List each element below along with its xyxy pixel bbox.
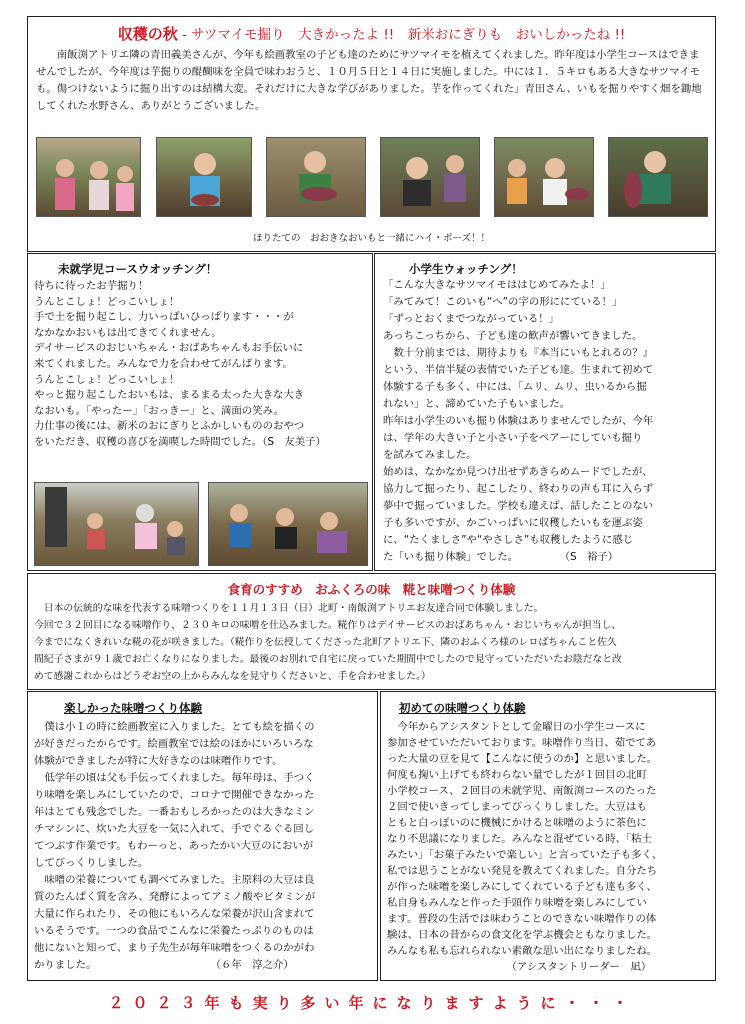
elementary-line: を試みてみました。 [383,449,477,461]
preschool-photo-1 [34,482,199,566]
fun-miso-heading: 楽しかった味噌つくり体験 [64,701,202,715]
fun-line: チマシンに、炊いた大豆を一気に入れて、手でぐるぐる回し [34,823,315,835]
footer-message: ２０２３年も実り多い年になりますように・・・ [108,994,637,1012]
first-miso-section [380,691,716,981]
elementary-body [383,277,711,566]
elementary-line: 「こんな大きなサツマイモははじめてみたよ！」 [383,279,611,291]
harvest-section [27,16,716,252]
elementary-heading: 小学生ウォッチング！ [409,262,523,276]
fun-miso-section [27,691,378,981]
preschool-line: 力仕事の後には、新米のおにぎりとふかしいもののおやつ [34,420,305,433]
first-miso-body [387,719,713,975]
first-line: 何度も掬い上げても終わらない量でしたが１回目の北町 [387,769,647,781]
first-line: 験は、日本の昔からの食文化を学ぶ機会ともなりました。 [387,929,658,941]
preschool-line: うんとこしょ！どっこいしょ！ [34,295,180,308]
fun-line: してびっくりしました。 [34,857,149,869]
harvest-photo-6 [608,137,708,217]
first-line: みたい」「お菓子みたいで楽しい」と言っていた子も多く、 [387,849,663,861]
harvest-photo-1 [36,137,141,217]
first-line: 今年からアシスタントとして金曜日の小学生コースに [387,721,646,733]
preschool-line: うんとこしょ！どっこいしょ！ [34,373,180,386]
food-line: 日本の伝統的な味を代表する味噌つくりを１１月１３日（日）北町・南飯渕アトリエお友達合同で体験しました。 [34,603,544,614]
first-line: 参加させていただいております。味噌作り当日、茹でてあ [387,737,657,749]
first-line: みんなも私も忘れられない素敵な思い出になりましたね。 [387,945,658,957]
harvest-photo-2 [156,137,252,217]
elementary-line: は、学年の大きい子と小さい子をペアーにしていも掘り [383,432,643,444]
elementary-line: れない」と、諦めていた子もいました。 [383,398,571,410]
fun-line: 低学年の頃は父も手伝ってくれました。毎年母は、手つく [34,772,315,784]
preschool-heading: 未就学児コースウオッチング！ [58,262,218,276]
preschool-line: 来てくれました。みんなで力を合わせてがんばります。 [34,357,293,370]
fun-line: かりました。 （６年 淳之介） [34,959,294,971]
first-line: 小学校コース、２回目の未就学児、南飯渕コースのたった [387,785,657,797]
elementary-line: 昨年は小学生のいも掘り体験はありませんでしたが、今年 [383,415,654,427]
harvest-title-sub: - サツマイモ掘り 大きかったよ !! 新米おにぎりも おいしかったね !! [182,27,626,43]
harvest-photo-3 [266,137,366,217]
fun-line: 年はとても残念でした。一番おもしろかったのは大きなミン [34,806,315,818]
first-line: ます。普段の生活では味わうことのできない味噌作りの体 [387,913,657,925]
food-line: 今回で３２回目になる味噌作り、２３０キロの味噌を仕込みました。糀作りはデイサービスのおばあちゃん・おじいちゃんが担当し、 [34,620,622,631]
first-line: ともと白っぽいのに機械にかけると味噌のように茶色に [387,817,647,829]
fun-line: 僕は小１の時に絵画教室に入りました。とても絵を描くの [34,721,315,733]
preschool-line: なおいも。「やったー」「おっきー」と、満面の笑み。 [34,404,284,417]
preschool-line: デイサービスのおじいちゃん・おばあちゃんもお手伝いに [34,342,304,355]
first-line: なり不思議になりました。みんなと混ぜている時、「粘土 [387,833,652,845]
harvest-photo-5 [494,137,594,217]
fun-miso-body [34,719,373,974]
preschool-body [34,279,368,451]
preschool-line: なかなかおいもは出てきてくれません。 [34,326,222,339]
food-heading: 食育のすすめ おふくろの味 糀と味噌つくり体験 [227,582,516,597]
elementary-line: という、半信半疑の表情でいた子ども達。生まれて初めて [383,364,654,376]
fun-line: り味噌を楽しみにしていたので、コロナで開催できなかった [34,789,315,801]
first-line: 私自身もみんなと作った手頭作り味噌を楽しみにしてい [387,897,647,909]
preschool-photo-2 [208,482,368,566]
first-line: 私では思うことがない発見を教えてくれました。自分たち [387,865,658,877]
food-line: 今までになくきれいな糀の花が咲きました。（糀作りを伝授してくださった北町アトリエ下、隣のおふくろ様のレロばちゃんこと佐久 [34,637,617,648]
elementary-line: 子も多いですが、かごいっぱいに収穫したいもを運ぶ姿 [383,517,643,529]
preschool-line: 待ちに待ったお芋掘り！ [34,280,149,292]
food-section [27,573,716,690]
first-miso-heading: 初めての味噌つくり体験 [399,701,526,715]
first-line: が作った味噌を楽しみにしてくれている子ども達も多く、 [387,881,657,893]
first-line: （アシスタントリーダー 凪） [387,961,652,973]
elementary-line: 「ずっとおくまでつながっている！」 [383,313,560,325]
food-body [34,600,711,685]
elementary-line: 数十分前までは、期待よりも『本当にいもとれるの？』 [383,347,654,359]
harvest-photo-4 [380,137,480,217]
harvest-title-main: 収穫の秋 [117,25,178,43]
food-line: めて感謝これからはどうぞお空の上からみんなを見守りくださいと、手を合わせました。） [34,671,431,682]
first-line: った大量の豆を見て【こんなに使うのか】と思いました。 [387,753,658,765]
preschool-line: 手で土を掘り起こし、力いっぱいひっぱります・・・が [34,311,294,324]
elementary-line: 夢中で掘っていました。学校も違えば、話したことのない [383,500,654,512]
fun-line: 味噌の栄養についても調べてみました。主原料の大豆は良 [34,874,315,886]
elementary-line: に、“たくましさ”や“やさしさ”も収穫したように感じ [383,534,634,546]
elementary-line: あっちこっちから、子ども達の歓声が響いてきました。 [383,330,643,342]
elementary-line: 始めは、なかなか見つけ出せずあきらめムードでしたが、 [383,466,653,478]
fun-line: が好きだったからです。絵画教室では絵のほかにいろいろな [34,738,314,750]
preschool-line: やっと掘り起こしたおいもは、まるまる太った大きな大き [34,389,305,402]
fun-line: 他にないと知って、まり子先生が毎年味噌をつくるのかがわ [34,942,315,954]
elementary-line: 「みてみて！このいも“へ”の字の形ににている！」 [383,296,623,308]
fun-line: いるそうです。一つの食品でこんなに栄養たっぷりのものは [34,925,314,937]
elementary-line: 協力して掘ったり、起こしたり、終わりの声も耳に入らず [383,483,654,495]
first-line: ２回で使いきってしまってびっくりしました。大豆はも [387,801,647,813]
fun-line: 体験ができましたが特に大好きなのは味噌作りです。 [34,755,283,767]
food-line: 間紀子さまが９１歳でお亡くなりになりました。最後のお別れで自宅に戻っていた期間中でしたので見守っていただいたお陰だなと改 [34,654,622,665]
fun-line: 大量に作られたり、その他にもいろんな栄養が沢山含まれて [34,908,315,920]
elementary-section [374,253,716,571]
fun-line: てつぶす作業です。もわーっと、あったかい大豆のにおいが [34,840,314,852]
elementary-line: 体験する子も多く、中には、「ムリ、ムリ、虫いるから掘 [383,381,647,393]
preschool-line: をいただき、収穫の喜びを満喫した時間でした。（S 友美子） [34,435,326,448]
fun-line: 質のたんぱく質を含み、発酵によってアミノ酸やビタミンが [34,891,316,903]
harvest-caption: ほりたての おおきなおいもと一緒にハイ・ポーズ！！ [252,233,491,244]
preschool-section [27,253,373,571]
harvest-title [28,23,715,44]
harvest-paragraph: 南飯渕アトリエ隣の青田義美さんが、今年も絵画教室の子ども達のためにサツマイモを植えてくれました。昨年度は小学生コースはできませんでしたが、今年度は芋掘りの醍醐味を全員で味わおうと、１０月５日と１４日に実施しました。中には１．５キロもある大きなサツマイモも。傷つけないように掘り出すのは結構大変。それだけに大きな学びがありました。芋を作ってくれた」青田さん、いもを掘りやすく畑を鋤地してくれた水野さん、ありがとうございました。 [36,49,702,112]
elementary-line: た「いも掘り体験」でした。 （S 裕子） [383,551,619,563]
